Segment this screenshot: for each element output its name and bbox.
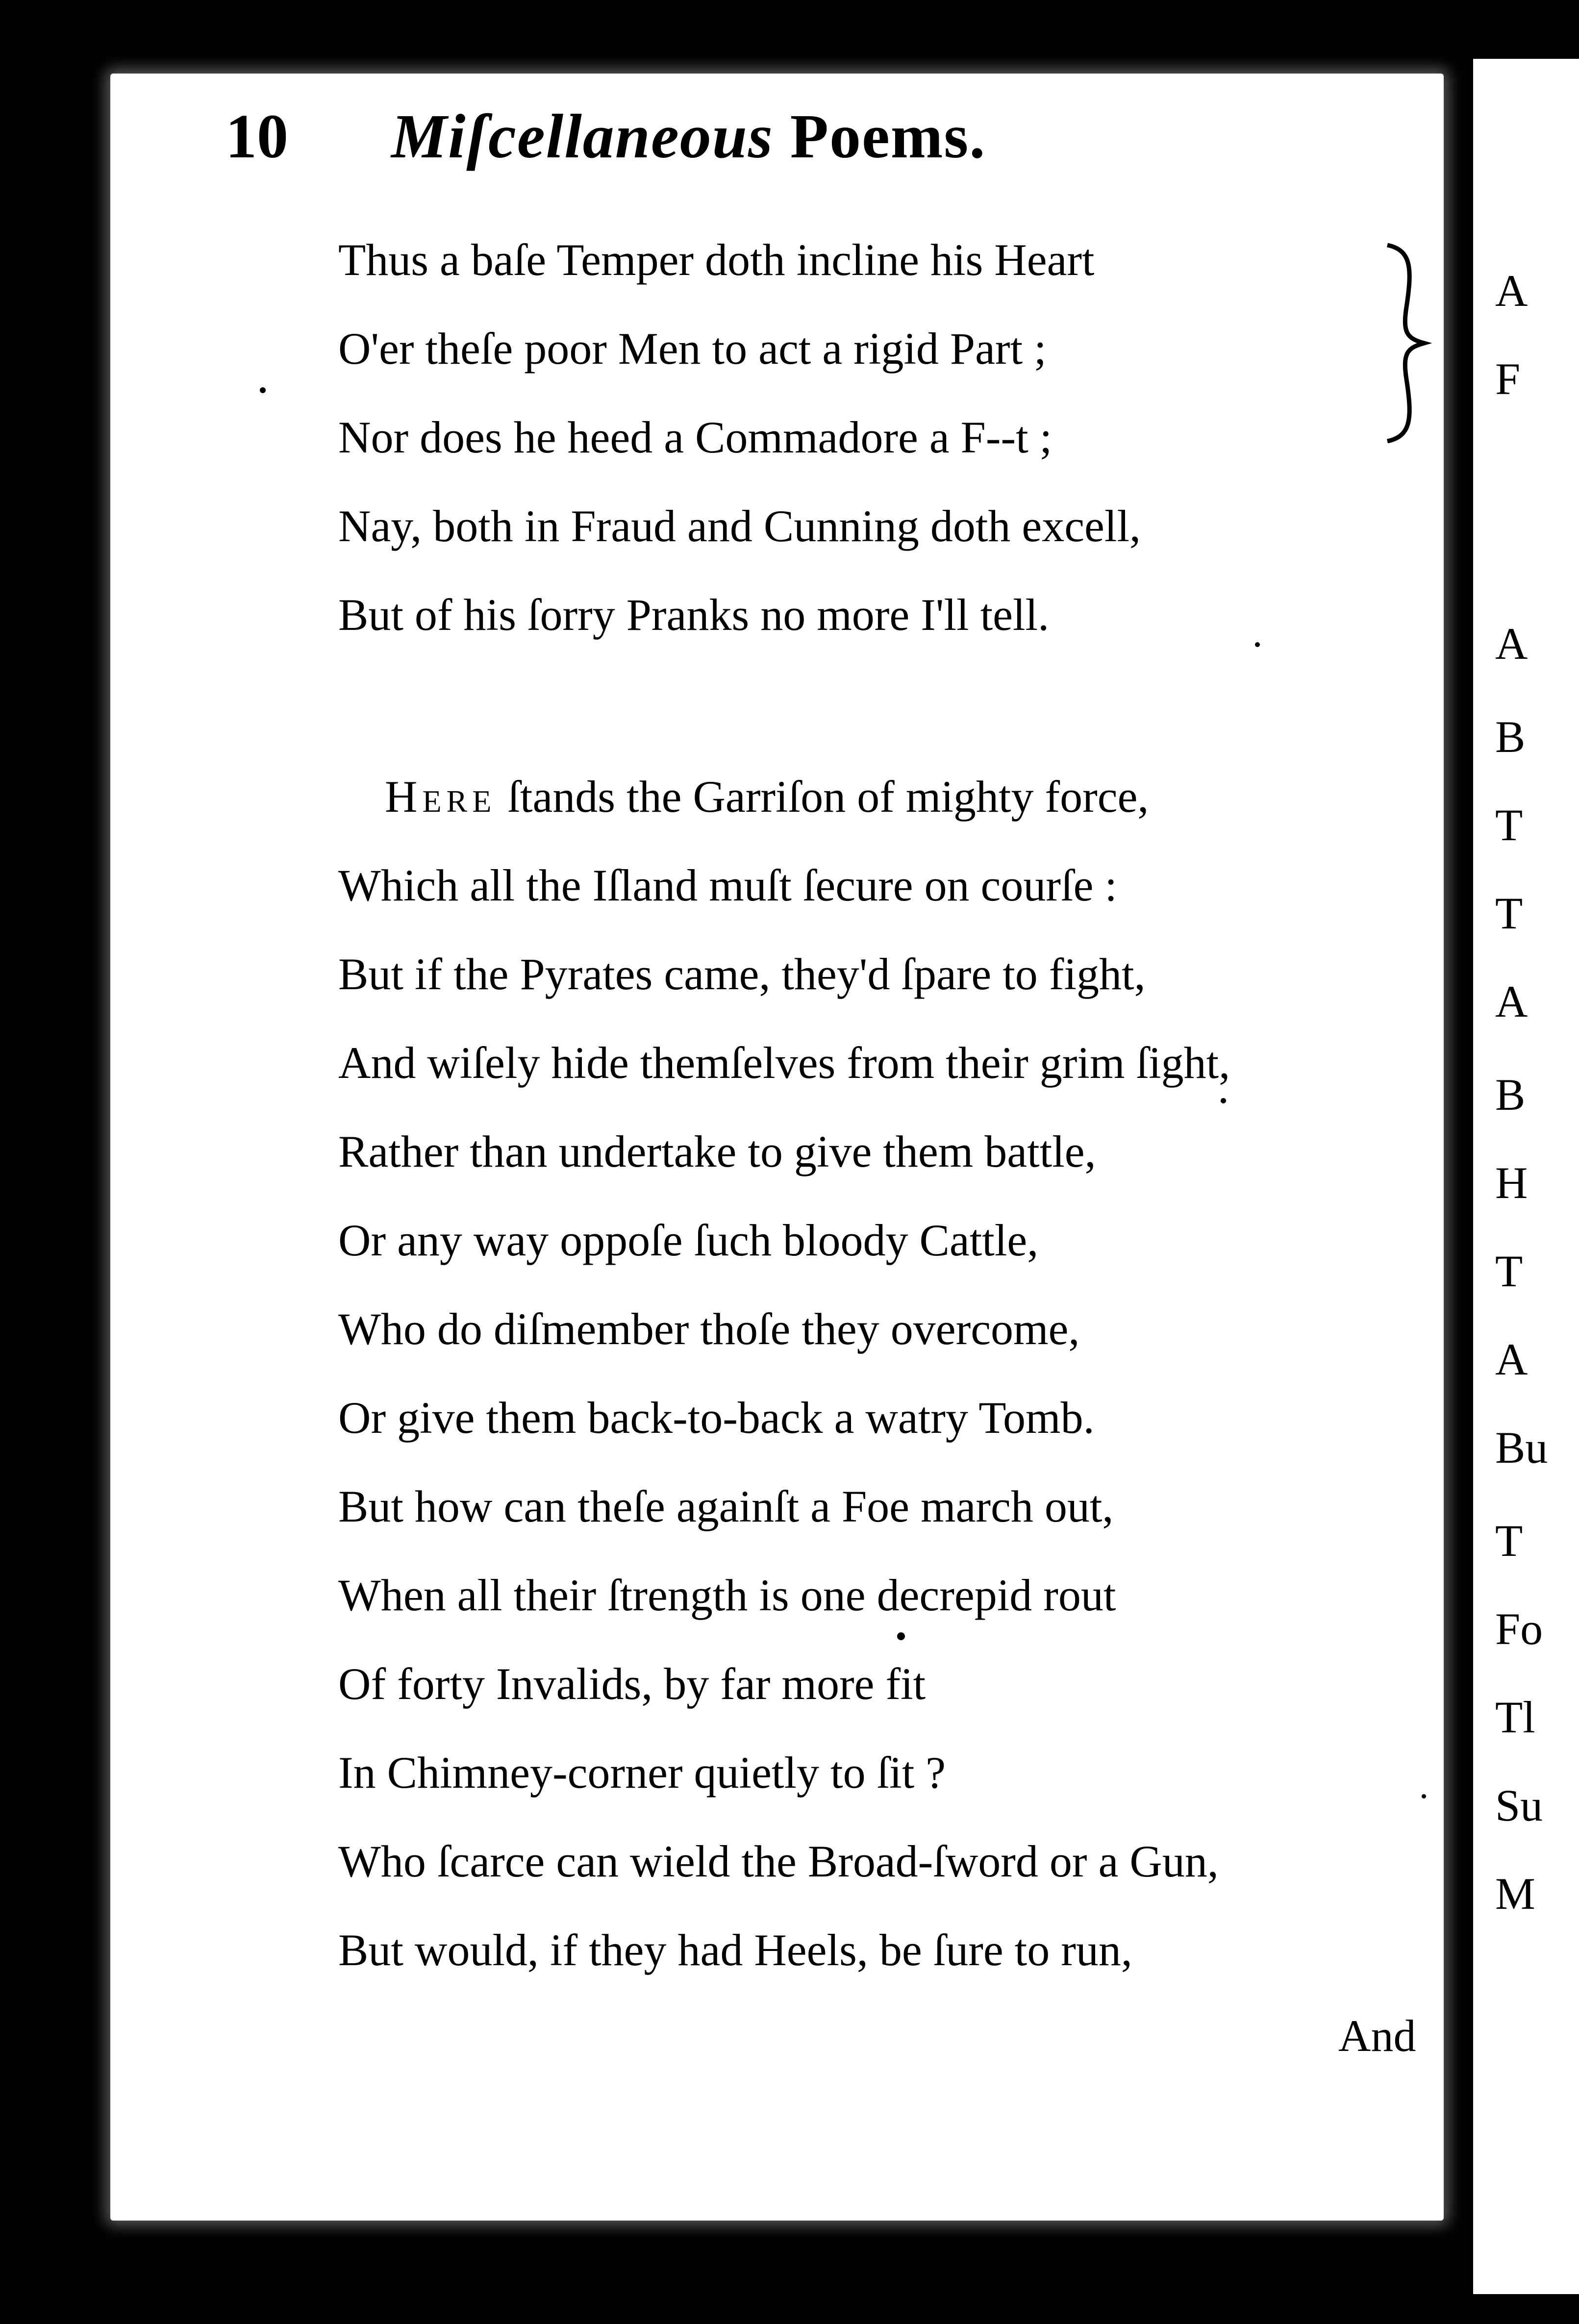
- verse-line: Which all the Iſland muſt ſecure on courſe :: [338, 860, 1117, 910]
- facing-letter: T: [1495, 800, 1523, 850]
- facing-letter: Fo: [1495, 1604, 1543, 1654]
- stanza-gap: [338, 659, 1441, 752]
- catchword: And: [1338, 2011, 1416, 2061]
- verse-line-opening: [338, 752, 1441, 841]
- opening-word: Here: [385, 772, 497, 822]
- ink-speck: [1255, 642, 1260, 647]
- facing-letter: A: [1495, 619, 1528, 669]
- verse-line: Or any way oppoſe ſuch bloody Cattle,: [338, 1215, 1039, 1265]
- verse-line: But how can theſe againſt a Foe march out,: [338, 1481, 1114, 1531]
- facing-letter: Tl: [1495, 1692, 1535, 1742]
- facing-letter: B: [1495, 712, 1526, 762]
- verse-line: Rather than undertake to give them battle,: [338, 1126, 1096, 1176]
- facing-letter: T: [1495, 1516, 1523, 1566]
- opening-rest: ſtands the Garriſon of mighty force,: [496, 772, 1149, 822]
- verse-line: Who do diſmember thoſe they overcome,: [338, 1304, 1080, 1354]
- facing-letter: F: [1495, 354, 1521, 404]
- facing-letter: A: [1495, 266, 1528, 316]
- ink-speck: [1422, 1794, 1426, 1799]
- facing-letter: M: [1495, 1869, 1535, 1919]
- facing-letter: T: [1495, 1246, 1523, 1296]
- verse-line: Who ſcarce can wield the Broad-ſword or a Gun,: [338, 1836, 1219, 1886]
- facing-letter: H: [1495, 1158, 1528, 1208]
- running-title: [391, 100, 986, 173]
- verse-line: Or give them back-to-back a watry Tomb.: [338, 1393, 1095, 1443]
- verse-line: But of his ſorry Pranks no more I'll tell.: [338, 590, 1050, 640]
- verse-line: In Chimney-corner quietly to ſit ?: [338, 1748, 946, 1798]
- verse-line: But if the Pyrates came, they'd ſpare to fight,: [338, 949, 1146, 999]
- running-title-caps: Poems.: [790, 101, 986, 171]
- facing-letter: T: [1495, 888, 1523, 938]
- facing-letter: Su: [1495, 1780, 1543, 1830]
- verse-line: When all their ſtrength is one decrepid rout: [338, 1570, 1116, 1620]
- ink-speck: [260, 387, 266, 393]
- verse-line: [338, 1995, 1441, 2083]
- facing-letter: A: [1495, 976, 1528, 1026]
- verse-line: Of forty Invalids, by far more fit: [338, 1659, 926, 1709]
- verse-line: Thus a baſe Temper doth incline his Heart: [338, 235, 1095, 285]
- poem-text: [338, 216, 1441, 2083]
- facing-letter: A: [1495, 1334, 1528, 1384]
- verse-line: O'er theſe poor Men to act a rigid Part ;: [338, 324, 1047, 374]
- verse-line: Nor does he heed a Commadore a F--t ;: [338, 412, 1053, 462]
- facing-letter: Bu: [1495, 1423, 1548, 1473]
- verse-line: And wiſely hide themſelves from their grim ſight,: [338, 1038, 1230, 1088]
- page-header: [226, 100, 986, 179]
- facing-letter: B: [1495, 1070, 1526, 1120]
- page-number: 10: [226, 101, 288, 171]
- ink-speck: [1221, 1098, 1226, 1103]
- facing-page-edge: [1473, 59, 1579, 2294]
- verse-line: But would, if they had Heels, be ſure to run,: [338, 1925, 1132, 1975]
- ink-speck: [897, 1632, 905, 1640]
- running-title-italic: Miſcellaneous: [391, 101, 774, 171]
- verse-line: Nay, both in Fraud and Cunning doth excell,: [338, 501, 1141, 551]
